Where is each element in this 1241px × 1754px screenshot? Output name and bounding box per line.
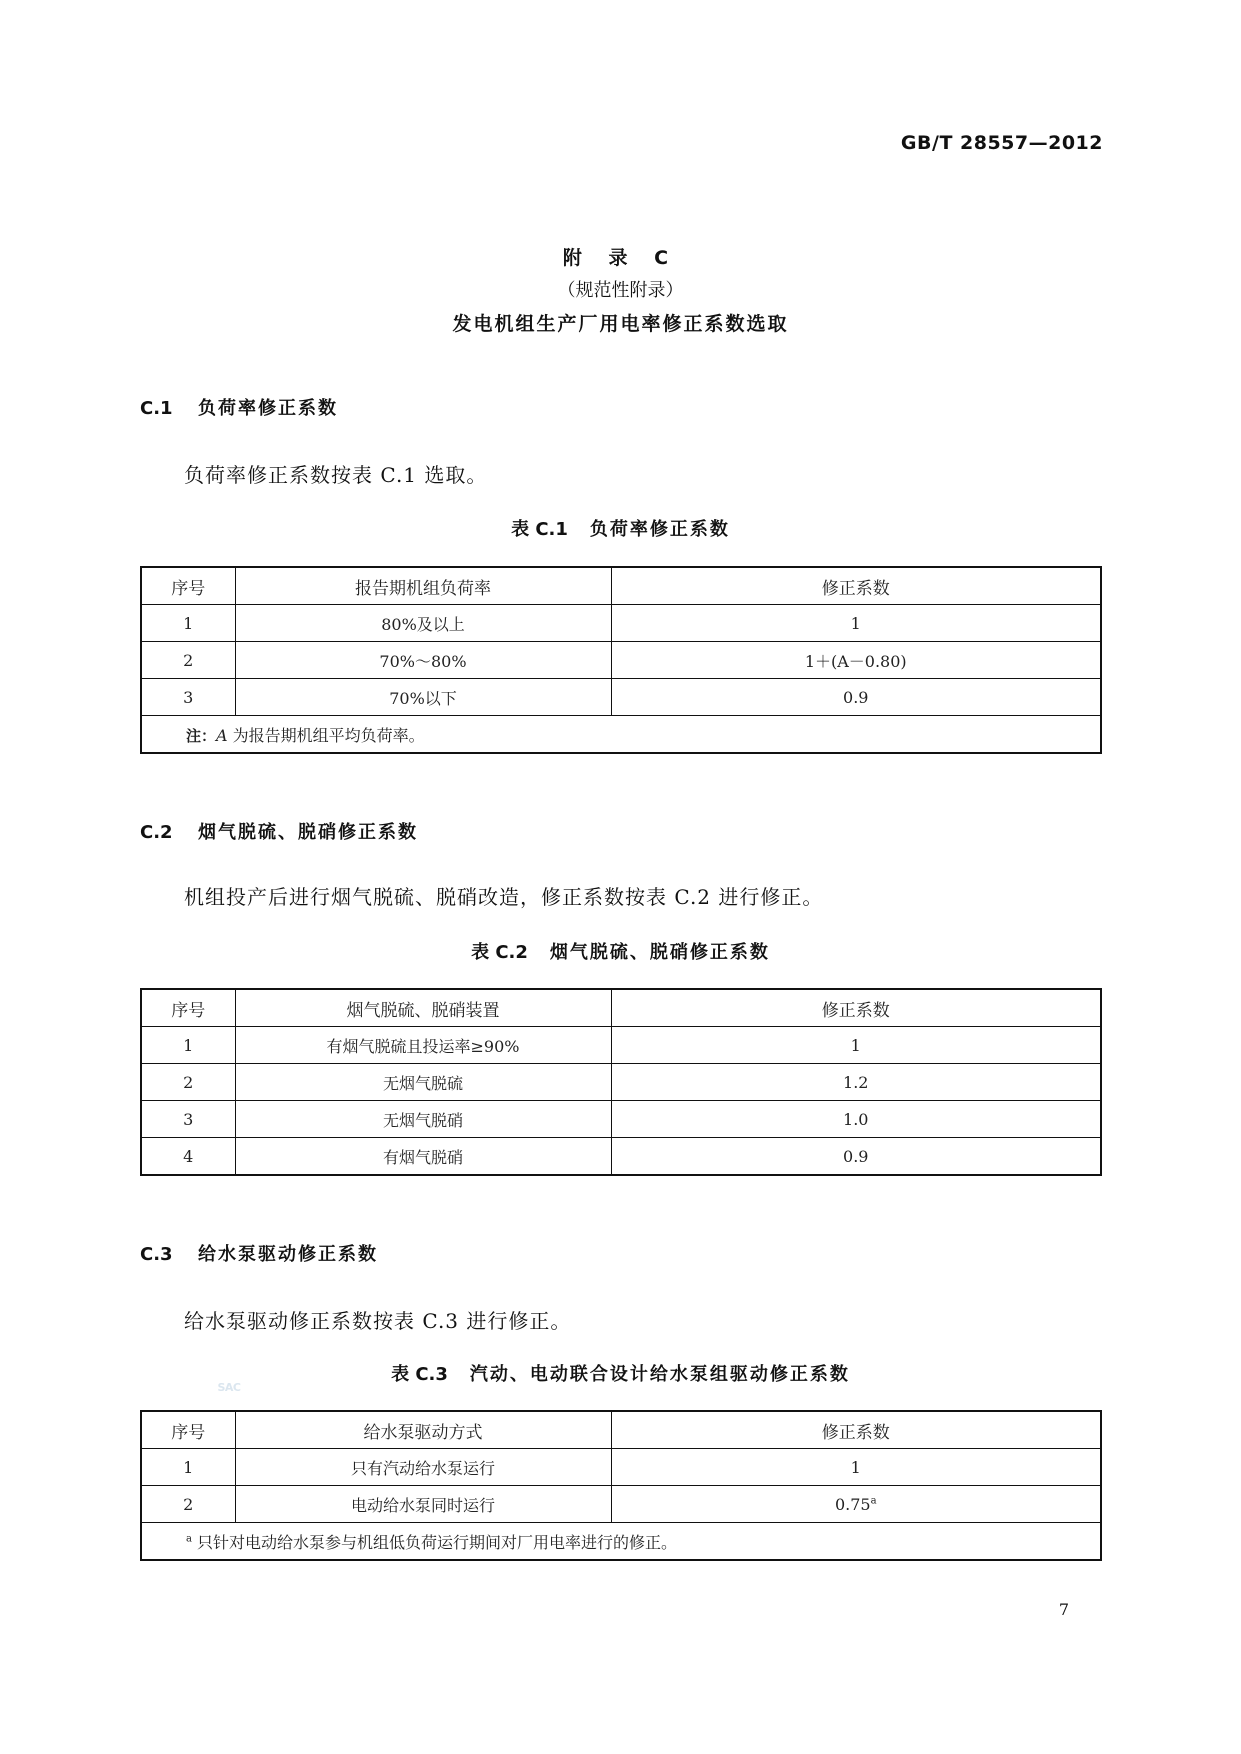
table-header-row xyxy=(141,567,1101,605)
table-cell: 1 xyxy=(611,1027,1101,1064)
section-number: C.3 xyxy=(140,1244,173,1265)
table-cell: 1.0 xyxy=(611,1101,1101,1138)
note-variable: A xyxy=(216,725,228,745)
table-note xyxy=(141,716,1101,754)
table-header-row xyxy=(141,989,1101,1027)
table-row xyxy=(141,642,1101,679)
header-cell: 修正系数 xyxy=(611,1411,1101,1449)
section-paragraph-c3: 给水泵驱动修正系数按表 C.3 进行修正。 xyxy=(184,1309,572,1333)
table-cell: 有烟气脱硫且投运率≥90% xyxy=(235,1027,611,1064)
table-cell: 无烟气脱硝 xyxy=(235,1101,611,1138)
header-cell: 序号 xyxy=(141,989,235,1027)
appendix-main-title: 发电机组生产厂用电率修正系数选取 xyxy=(452,313,789,335)
table-cell: 80%及以上 xyxy=(235,605,611,642)
section-title: 烟气脱硫、脱硝修正系数 xyxy=(198,822,418,843)
table-note-row xyxy=(141,716,1101,754)
header-cell: 报告期机组负荷率 xyxy=(235,567,611,605)
table-row xyxy=(141,1064,1101,1101)
section-paragraph-c1: 负荷率修正系数按表 C.1 选取。 xyxy=(184,463,488,487)
header-cell: 烟气脱硫、脱硝装置 xyxy=(235,989,611,1027)
table-cell: 2 xyxy=(141,642,235,679)
table-cell: 1 xyxy=(141,605,235,642)
table-title: 负荷率修正系数 xyxy=(589,519,730,540)
appendix-title: 附 录 C xyxy=(562,247,679,269)
table-cell: 电动给水泵同时运行 xyxy=(235,1486,611,1523)
table-cell: 1.2 xyxy=(611,1064,1101,1101)
section-title: 给水泵驱动修正系数 xyxy=(198,1244,378,1265)
cell-value: 0.75 xyxy=(834,1494,871,1514)
table-cell xyxy=(611,1486,1101,1523)
header-cell: 序号 xyxy=(141,1411,235,1449)
table-footnote-row xyxy=(141,1523,1101,1561)
section-heading-c2 xyxy=(140,818,418,844)
table-number: 表 C.1 xyxy=(511,519,568,540)
footnote-marker: a xyxy=(870,1495,877,1507)
table-cell: 3 xyxy=(141,679,235,716)
table-cell: 1 xyxy=(611,1449,1101,1486)
table-footnote xyxy=(141,1523,1101,1561)
table-cell: 2 xyxy=(141,1486,235,1523)
page-number: 7 xyxy=(1058,1600,1069,1619)
appendix-subtitle: （规范性附录） xyxy=(557,280,684,301)
table-row xyxy=(141,1101,1101,1138)
table-cell: 1 xyxy=(141,1449,235,1486)
footnote-marker: a xyxy=(186,1533,192,1545)
table-cell: 70%～80% xyxy=(235,642,611,679)
footnote-text: 只针对电动给水泵参与机组低负荷运行期间对厂用电率进行的修正。 xyxy=(191,1532,678,1552)
table-cell: 3 xyxy=(141,1101,235,1138)
table-c3 xyxy=(140,1410,1102,1561)
section-number: C.1 xyxy=(140,398,173,419)
table-title: 烟气脱硫、脱硝修正系数 xyxy=(549,942,770,963)
header-cell: 序号 xyxy=(141,567,235,605)
sac-watermark-logo: SAC xyxy=(217,1380,241,1394)
section-paragraph-c2: 机组投产后进行烟气脱硫、脱硝改造，修正系数按表 C.2 进行修正。 xyxy=(184,885,824,909)
header-cell: 给水泵驱动方式 xyxy=(235,1411,611,1449)
section-heading-c1 xyxy=(140,394,338,420)
table-cell: 1＋(A－0.80) xyxy=(611,642,1101,679)
table-cell: 有烟气脱硝 xyxy=(235,1138,611,1176)
table-cell: 无烟气脱硫 xyxy=(235,1064,611,1101)
table-cell: 0.9 xyxy=(611,1138,1101,1176)
note-label: 注： xyxy=(186,726,217,745)
table-cell: 0.9 xyxy=(611,679,1101,716)
table-c1 xyxy=(140,566,1102,754)
table-cell: 2 xyxy=(141,1064,235,1101)
table-header-row xyxy=(141,1411,1101,1449)
section-heading-c3 xyxy=(140,1240,378,1266)
header-cell: 修正系数 xyxy=(611,989,1101,1027)
table-cell: 4 xyxy=(141,1138,235,1176)
table-number: 表 C.3 xyxy=(391,1364,448,1385)
table-cell: 1 xyxy=(141,1027,235,1064)
table-caption-c2 xyxy=(0,938,1241,964)
table-caption-c1 xyxy=(0,515,1241,541)
table-title: 汽动、电动联合设计给水泵组驱动修正系数 xyxy=(469,1364,850,1385)
table-c2 xyxy=(140,988,1102,1176)
table-row xyxy=(141,605,1101,642)
table-caption-c3 xyxy=(0,1360,1241,1386)
section-title: 负荷率修正系数 xyxy=(198,398,338,419)
header-cell: 修正系数 xyxy=(611,567,1101,605)
table-row xyxy=(141,679,1101,716)
note-text: 为报告期机组平均负荷率。 xyxy=(227,725,425,745)
section-number: C.2 xyxy=(140,822,173,843)
table-row xyxy=(141,1449,1101,1486)
standard-code: GB/T 28557—2012 xyxy=(900,132,1103,154)
table-row xyxy=(141,1486,1101,1523)
table-cell: 只有汽动给水泵运行 xyxy=(235,1449,611,1486)
table-cell: 1 xyxy=(611,605,1101,642)
table-row xyxy=(141,1138,1101,1176)
table-number: 表 C.2 xyxy=(471,942,528,963)
table-row xyxy=(141,1027,1101,1064)
appendix-header xyxy=(0,240,1241,342)
table-cell: 70%以下 xyxy=(235,679,611,716)
